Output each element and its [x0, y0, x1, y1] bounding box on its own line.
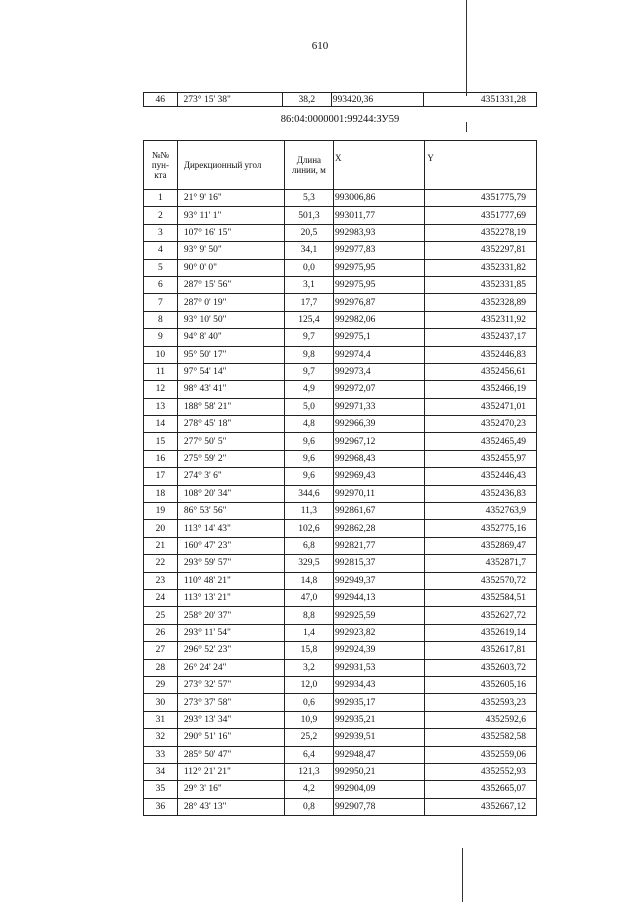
point-number: 23	[144, 572, 178, 589]
y-coordinate: 4352297,81	[425, 242, 537, 259]
parcel-title: 86:04:0000001:99244:ЗУ59	[280, 114, 400, 125]
line-length: 47,0	[284, 589, 333, 606]
y-coordinate: 4352605,16	[425, 676, 537, 693]
point-number: 5	[144, 259, 178, 276]
point-number: 31	[144, 711, 178, 728]
point-number: 13	[144, 398, 178, 415]
table-row	[144, 589, 537, 606]
x-coordinate: 992931,53	[333, 659, 424, 676]
direction-angle: 93° 10' 50"	[177, 311, 284, 328]
table-row	[144, 798, 537, 815]
direction-angle: 293° 59' 57"	[177, 555, 284, 572]
table-row	[144, 224, 537, 241]
y-coordinate: 4351331,28	[424, 93, 537, 107]
point-number: 24	[144, 589, 178, 606]
header-length: Длина линии, м	[284, 141, 333, 190]
x-coordinate: 992975,1	[333, 329, 424, 346]
direction-angle: 93° 11' 1"	[177, 207, 284, 224]
scan-mark	[462, 848, 463, 902]
direction-angle: 112° 21' 21"	[177, 763, 284, 780]
table-row	[144, 468, 537, 485]
scan-mark	[466, 0, 467, 96]
line-length: 6,4	[284, 746, 333, 763]
table-row	[144, 433, 537, 450]
table-row	[144, 398, 537, 415]
table-row	[144, 242, 537, 259]
line-length: 9,7	[284, 363, 333, 380]
table-row	[144, 659, 537, 676]
table-row	[144, 207, 537, 224]
table-row	[144, 190, 537, 207]
line-length: 9,6	[284, 450, 333, 467]
line-length: 4,2	[284, 781, 333, 798]
y-coordinate: 4352552,93	[425, 763, 537, 780]
header-x: X	[333, 141, 424, 190]
direction-angle: 90° 0' 0"	[177, 259, 284, 276]
table-row	[144, 711, 537, 728]
table-row	[144, 694, 537, 711]
y-coordinate: 4352627,72	[425, 607, 537, 624]
line-length: 14,8	[284, 572, 333, 589]
y-coordinate: 4352592,6	[425, 711, 537, 728]
line-length: 0,0	[284, 259, 333, 276]
direction-angle: 97° 54' 14"	[177, 363, 284, 380]
x-coordinate: 992907,78	[333, 798, 424, 815]
direction-angle: 86° 53' 56"	[177, 503, 284, 520]
table-row	[144, 346, 537, 363]
table-row	[144, 642, 537, 659]
direction-angle: 287° 15' 56"	[177, 276, 284, 293]
line-length: 9,6	[284, 433, 333, 450]
point-number: 10	[144, 346, 178, 363]
direction-angle: 278° 45' 18"	[177, 416, 284, 433]
x-coordinate: 992975,95	[333, 276, 424, 293]
direction-angle: 296° 52' 23"	[177, 642, 284, 659]
point-number: 33	[144, 746, 178, 763]
x-coordinate: 992966,39	[333, 416, 424, 433]
y-coordinate: 4352570,72	[425, 572, 537, 589]
table-row	[144, 520, 537, 537]
y-coordinate: 4352559,06	[425, 746, 537, 763]
table-row	[144, 676, 537, 693]
y-coordinate: 4352763,9	[425, 503, 537, 520]
x-coordinate: 992935,17	[333, 694, 424, 711]
y-coordinate: 4352328,89	[425, 294, 537, 311]
direction-angle: 108° 20' 34"	[177, 485, 284, 502]
x-coordinate: 992950,21	[333, 763, 424, 780]
point-number: 28	[144, 659, 178, 676]
point-number: 27	[144, 642, 178, 659]
y-coordinate: 4352617,81	[425, 642, 537, 659]
x-coordinate: 992983,93	[333, 224, 424, 241]
table-row	[144, 311, 537, 328]
table-row	[144, 381, 537, 398]
x-coordinate: 992972,07	[333, 381, 424, 398]
y-coordinate: 4351777,69	[425, 207, 537, 224]
x-coordinate: 992862,28	[333, 520, 424, 537]
x-coordinate: 992977,83	[333, 242, 424, 259]
point-number: 11	[144, 363, 178, 380]
direction-angle: 287° 0' 19"	[177, 294, 284, 311]
x-coordinate: 992949,37	[333, 572, 424, 589]
line-length: 25,2	[284, 729, 333, 746]
y-coordinate: 4352331,85	[425, 276, 537, 293]
x-coordinate: 992815,37	[333, 555, 424, 572]
line-length: 3,1	[284, 276, 333, 293]
header-angle: Дирекционный угол	[177, 141, 284, 190]
x-coordinate: 992969,43	[333, 468, 424, 485]
y-coordinate: 4352311,92	[425, 311, 537, 328]
y-coordinate: 4352619,14	[425, 624, 537, 641]
x-coordinate: 992973,4	[333, 363, 424, 380]
x-coordinate: 992861,67	[333, 503, 424, 520]
y-coordinate: 4352869,47	[425, 537, 537, 554]
y-coordinate: 4352466,19	[425, 381, 537, 398]
point-number: 15	[144, 433, 178, 450]
x-coordinate: 992976,87	[333, 294, 424, 311]
direction-angle: 273° 15' 38"	[177, 93, 282, 107]
table-row	[144, 746, 537, 763]
direction-angle: 277° 50' 5"	[177, 433, 284, 450]
direction-angle: 95° 50' 17"	[177, 346, 284, 363]
previous-parcel-table	[143, 92, 537, 107]
y-coordinate: 4352456,61	[425, 363, 537, 380]
x-coordinate: 993011,77	[333, 207, 424, 224]
line-length: 12,0	[284, 676, 333, 693]
point-number: 3	[144, 224, 178, 241]
point-number: 21	[144, 537, 178, 554]
direction-angle: 98° 43' 41"	[177, 381, 284, 398]
direction-angle: 29° 3' 16"	[177, 781, 284, 798]
table-row	[144, 572, 537, 589]
direction-angle: 290° 51' 16"	[177, 729, 284, 746]
point-number: 1	[144, 190, 178, 207]
line-length: 6,8	[284, 537, 333, 554]
x-coordinate: 992970,11	[333, 485, 424, 502]
line-length: 0,6	[284, 694, 333, 711]
header-y: Y	[425, 141, 537, 190]
x-coordinate: 992934,43	[333, 676, 424, 693]
y-coordinate: 4352455,97	[425, 450, 537, 467]
point-number: 12	[144, 381, 178, 398]
y-coordinate: 4352446,43	[425, 468, 537, 485]
y-coordinate: 4352446,83	[425, 346, 537, 363]
point-number: 19	[144, 503, 178, 520]
line-length: 11,3	[284, 503, 333, 520]
y-coordinate: 4352665,07	[425, 781, 537, 798]
x-coordinate: 992948,47	[333, 746, 424, 763]
y-coordinate: 4352471,01	[425, 398, 537, 415]
x-coordinate: 992975,95	[333, 259, 424, 276]
direction-angle: 293° 13' 34"	[177, 711, 284, 728]
table-row	[144, 503, 537, 520]
line-length: 1,4	[284, 624, 333, 641]
point-number: 14	[144, 416, 178, 433]
direction-angle: 28° 43' 13"	[177, 798, 284, 815]
line-length: 8,8	[284, 607, 333, 624]
y-coordinate: 4352331,82	[425, 259, 537, 276]
y-coordinate: 4352871,7	[425, 555, 537, 572]
direction-angle: 113° 14' 43"	[177, 520, 284, 537]
x-coordinate: 992939,51	[333, 729, 424, 746]
x-coordinate: 992971,33	[333, 398, 424, 415]
point-number: 46	[144, 93, 178, 107]
table-row	[144, 485, 537, 502]
point-number: 22	[144, 555, 178, 572]
line-length: 9,8	[284, 346, 333, 363]
line-length: 121,3	[284, 763, 333, 780]
header-num: №№ пун-кта	[144, 141, 178, 190]
y-coordinate: 4352436,83	[425, 485, 537, 502]
table-row	[144, 450, 537, 467]
table-row	[144, 537, 537, 554]
page-number: 610	[311, 40, 329, 52]
x-coordinate: 993420,36	[331, 93, 423, 107]
y-coordinate: 4352584,51	[425, 589, 537, 606]
x-coordinate: 992925,59	[333, 607, 424, 624]
line-length: 17,7	[284, 294, 333, 311]
y-coordinate: 4352582,58	[425, 729, 537, 746]
line-length: 10,9	[284, 711, 333, 728]
table-row	[144, 294, 537, 311]
point-number: 35	[144, 781, 178, 798]
direction-angle: 160° 47' 23"	[177, 537, 284, 554]
x-coordinate: 992924,39	[333, 642, 424, 659]
direction-angle: 274° 3' 6"	[177, 468, 284, 485]
direction-angle: 93° 9' 50"	[177, 242, 284, 259]
point-number: 2	[144, 207, 178, 224]
x-coordinate: 992923,82	[333, 624, 424, 641]
y-coordinate: 4352593,23	[425, 694, 537, 711]
x-coordinate: 992974,4	[333, 346, 424, 363]
table-row	[144, 781, 537, 798]
x-coordinate: 993006,86	[333, 190, 424, 207]
direction-angle: 110° 48' 21"	[177, 572, 284, 589]
line-length: 20,5	[284, 224, 333, 241]
scan-mark	[466, 122, 467, 132]
point-number: 9	[144, 329, 178, 346]
direction-angle: 21° 9' 16"	[177, 190, 284, 207]
line-length: 4,9	[284, 381, 333, 398]
x-coordinate: 992968,43	[333, 450, 424, 467]
direction-angle: 188° 58' 21"	[177, 398, 284, 415]
coordinates-table	[143, 140, 537, 816]
point-number: 18	[144, 485, 178, 502]
table-row	[144, 763, 537, 780]
direction-angle: 275° 59' 2"	[177, 450, 284, 467]
point-number: 7	[144, 294, 178, 311]
line-length: 125,4	[284, 311, 333, 328]
line-length: 329,5	[284, 555, 333, 572]
table-row	[144, 363, 537, 380]
point-number: 20	[144, 520, 178, 537]
direction-angle: 107° 16' 15"	[177, 224, 284, 241]
table-row	[144, 93, 537, 107]
y-coordinate: 4352278,19	[425, 224, 537, 241]
point-number: 4	[144, 242, 178, 259]
line-length: 34,1	[284, 242, 333, 259]
point-number: 32	[144, 729, 178, 746]
table-row	[144, 624, 537, 641]
point-number: 29	[144, 676, 178, 693]
direction-angle: 113° 13' 21"	[177, 589, 284, 606]
x-coordinate: 992904,09	[333, 781, 424, 798]
x-coordinate: 992967,12	[333, 433, 424, 450]
table-row	[144, 329, 537, 346]
point-number: 8	[144, 311, 178, 328]
table-row	[144, 729, 537, 746]
direction-angle: 94° 8' 40"	[177, 329, 284, 346]
line-length: 15,8	[284, 642, 333, 659]
table-row	[144, 416, 537, 433]
line-length: 5,0	[284, 398, 333, 415]
x-coordinate: 992821,77	[333, 537, 424, 554]
table-row	[144, 607, 537, 624]
y-coordinate: 4352470,23	[425, 416, 537, 433]
direction-angle: 273° 32' 57"	[177, 676, 284, 693]
table-row	[144, 259, 537, 276]
line-length: 9,6	[284, 468, 333, 485]
point-number: 17	[144, 468, 178, 485]
point-number: 30	[144, 694, 178, 711]
direction-angle: 273° 37' 58"	[177, 694, 284, 711]
table-row	[144, 276, 537, 293]
line-length: 0,8	[284, 798, 333, 815]
x-coordinate: 992944,13	[333, 589, 424, 606]
line-length: 38,2	[282, 93, 331, 107]
table-header-row	[144, 141, 537, 190]
line-length: 102,6	[284, 520, 333, 537]
point-number: 26	[144, 624, 178, 641]
y-coordinate: 4352603,72	[425, 659, 537, 676]
line-length: 4,8	[284, 416, 333, 433]
x-coordinate: 992982,06	[333, 311, 424, 328]
direction-angle: 293° 11' 54"	[177, 624, 284, 641]
line-length: 344,6	[284, 485, 333, 502]
point-number: 16	[144, 450, 178, 467]
y-coordinate: 4352437,17	[425, 329, 537, 346]
line-length: 501,3	[284, 207, 333, 224]
point-number: 6	[144, 276, 178, 293]
y-coordinate: 4352775,16	[425, 520, 537, 537]
point-number: 36	[144, 798, 178, 815]
y-coordinate: 4352667,12	[425, 798, 537, 815]
table-row	[144, 555, 537, 572]
direction-angle: 26° 24' 24"	[177, 659, 284, 676]
point-number: 25	[144, 607, 178, 624]
y-coordinate: 4351775,79	[425, 190, 537, 207]
line-length: 3,2	[284, 659, 333, 676]
y-coordinate: 4352465,49	[425, 433, 537, 450]
direction-angle: 258° 20' 37"	[177, 607, 284, 624]
point-number: 34	[144, 763, 178, 780]
line-length: 5,3	[284, 190, 333, 207]
x-coordinate: 992935,21	[333, 711, 424, 728]
direction-angle: 285° 50' 47"	[177, 746, 284, 763]
line-length: 9,7	[284, 329, 333, 346]
